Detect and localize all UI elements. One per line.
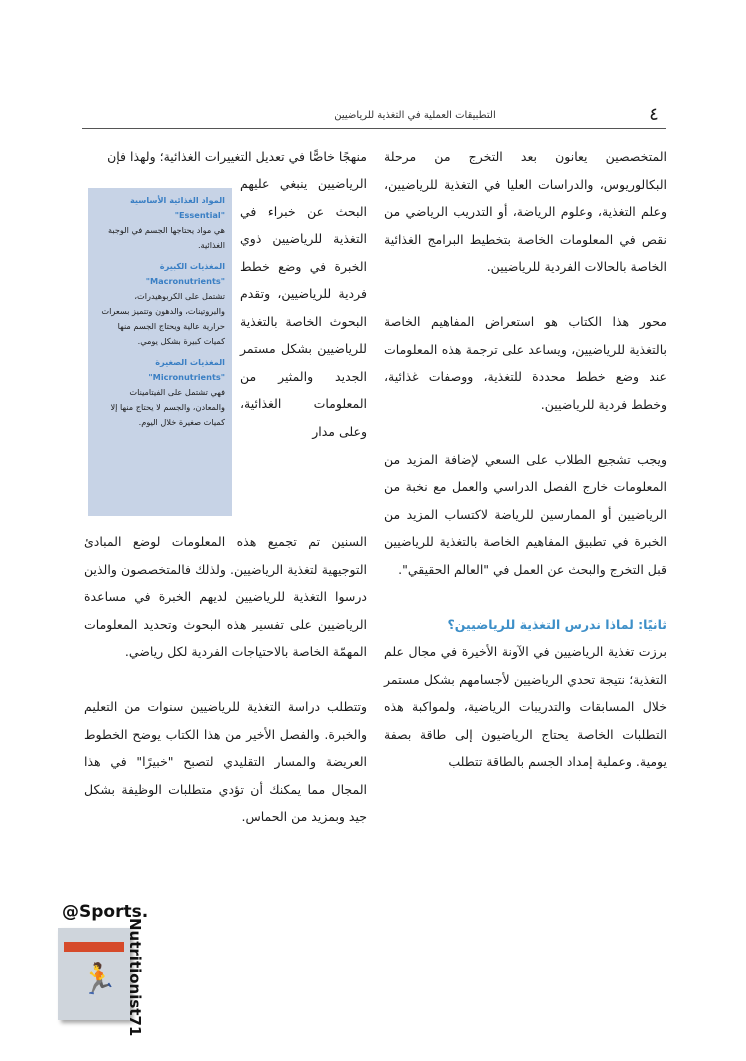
body-paragraph: برزت تغذية الرياضيين في الآونة الأخيرة في مجال علم التغذية؛ نتيجة تحدي الرياضيين لأجسامهم بشكل مستمر خلال المسابقات والتدريبات الرياضية، ولمواكبة هذه التطلبات الخاصة يحتاج الرياضيون إلى طاقة بصفة يومية. وعملية إمداد الجسم بالطاقة تتطلب	[384, 644, 667, 769]
left-column-wrap-text	[240, 170, 367, 445]
body-paragraph: محور هذا الكتاب هو استعراض المفاهيم الخاصة بالتغذية للرياضيين، ويساعد على ترجمة هذه المعلومات عند وضع خطط محددة للتغذية، ووصفات غذائية، وخطط فردية للرياضيين.	[384, 314, 667, 412]
glossary-entry	[95, 355, 225, 430]
glossary-title: المغذيات الكبيرة	[159, 261, 225, 271]
watermark-handle: @Sports.	[62, 902, 149, 922]
header-rule	[82, 128, 666, 129]
watermark-handle-vertical: Nutritionist71	[126, 918, 144, 1037]
glossary-title: المواد الغذائية الأساسية	[129, 195, 225, 205]
glossary-entry	[95, 193, 225, 253]
glossary-definition: هي مواد يحتاجها الجسم في الوجبة الغذائية.	[107, 225, 225, 250]
page-number: ٤	[649, 104, 659, 125]
glossary-term: "Micronutrients"	[148, 372, 225, 382]
cover-title-band	[64, 942, 124, 952]
body-paragraph: الرياضيين ينبغي عليهم البحث عن خبراء في التغذية للرياضيين ذوي الخبرة في وضع خطط فردية للرياضيين، وتقدم البحوث الخاصة بالتغذية للرياضيين بشكل مستمر الجديد والمثير من المعلومات الغذائية، وعلى مدار	[240, 176, 367, 439]
section-heading: ثانيًا: لماذا ندرس التغذية للرياضيين؟	[447, 616, 667, 632]
glossary-term: "Essential"	[174, 210, 225, 220]
body-paragraph: السنين تم تجميع هذه المعلومات لوضع المبادئ التوجيهية لتغذية الرياضيين. ولذلك فالمتخصصون والذين درسوا التغذية للرياضيين لديهم الخبرة في مساعدة الرياضيين على تفسير هذه البحوث وتحديد المعلومات المهمّة الخاصة بالاحتياجات الفردية لكل رياضي.	[84, 534, 367, 659]
body-paragraph: ويجب تشجيع الطلاب على السعي لإضافة المزيد من المعلومات خارج الفصل الدراسي والعمل مع نخبة من الرياضيين أو الممارسين للرياضة لاكتساب المزيد من الخبرة في تطبيق المفاهيم الخاصة بالتغذية للرياضيين قبل التخرج والبحث عن العمل في "العالم الحقيقي".	[384, 451, 667, 577]
right-column	[384, 143, 667, 776]
left-column-bottom	[84, 528, 367, 831]
glossary-term: "Macronutrients"	[145, 276, 225, 286]
body-line: منهجًا خاصًّا في تعديل التغييرات الغذائية؛ ولهذا فإن	[107, 149, 367, 164]
runner-icon: 🏃	[80, 962, 118, 997]
body-paragraph: المتخصصين يعانون بعد التخرج من مرحلة البكالوريوس، والدراسات العليا في التغذية للرياضيين، وعلم التغذية، وعلوم الرياضة، أو التدريب الرياضي من نقص في المعلومات الخاصة بتخطيط البرامج الغذائية الخاصة بالحالات الفردية للرياضيين.	[384, 149, 667, 274]
running-header-title: التطبيقات العملية في التغذية للرياضيين	[334, 110, 496, 121]
left-column-top-line	[84, 143, 367, 171]
glossary-entry	[95, 259, 225, 349]
glossary-title: المغذيات الصغيرة	[155, 357, 225, 367]
glossary-definition: تشتمل على الكربوهيدرات، والبروتينات، والدهون وتتميز بسعرات حرارية عالية ويحتاج الجسم منها كميات كبيرة بشكل يومي.	[101, 291, 225, 346]
body-paragraph: وتتطلب دراسة التغذية للرياضيين سنوات من التعليم والخبرة. والفصل الأخير من هذا الكتاب يوضح الخطوط العريضة والمسار التقليدي لتصبح "خبيرًا" في هذا المجال مما يمكنك أن تؤدي متطلبات الوظيفة بشكل جيد وبمزيد من الحماس.	[84, 699, 367, 824]
glossary-definition: فهي تشتمل على الفيتامينات والمعادن، والجسم لا يحتاج منها إلا كميات صغيرة خلال اليوم.	[110, 387, 225, 427]
glossary-sidebar	[88, 188, 232, 516]
